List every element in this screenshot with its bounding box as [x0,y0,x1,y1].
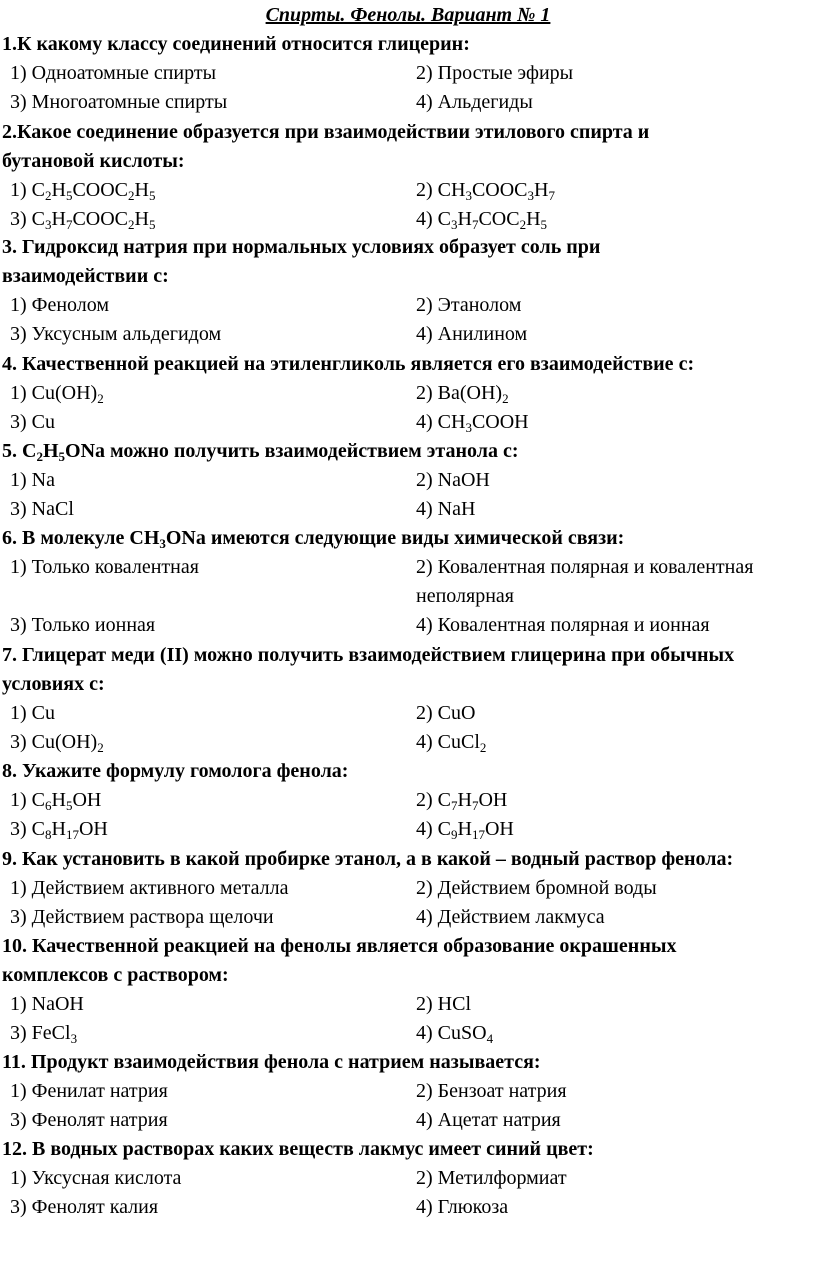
answer-option [10,728,104,757]
question-6-text [2,524,814,553]
answer-option [416,903,605,932]
text-run: 1) Уксусная кислота [10,1167,182,1189]
subscript: 3 [527,188,535,203]
answer-option [416,874,657,903]
text-run: 1) Фенолом [10,294,110,316]
question-4-text [2,350,814,379]
text-run: 1.К какому классу соединений относится глицерин: [2,33,470,55]
question-12-text [2,1135,814,1164]
answer-option [416,320,527,349]
text-run: 2) Ba(OH) [416,382,503,404]
answer-option [10,874,288,903]
text-run: 6. В молекуле CH [2,527,160,549]
text-run: 3) Cu [10,411,55,433]
subscript: 3 [45,217,52,232]
text-run: H [51,789,66,811]
answer-option [10,466,55,495]
text-run: 12. В водных растворах каких веществ лакмус имеет синий цвет: [2,1138,594,1160]
answer-option [416,990,471,1019]
text-run: 2.Какое соединение образуется при взаимодействии этилового спирта и [2,121,650,143]
text-run: комплексов с раствором: [2,964,229,986]
subscript: 7 [451,798,458,813]
subscript: 9 [451,827,458,842]
answer-option [416,466,490,495]
subscript: 2 [128,217,135,232]
subscript: 2 [97,391,104,406]
answer-option [416,379,509,408]
subscript: 2 [45,188,52,203]
text-run: 4. Качественной реакцией на этиленгликоль является его взаимодействие с: [2,353,695,375]
text-run: 1) Cu(OH) [10,382,98,404]
subscript: 3 [465,420,472,435]
text-run: взаимодействии с: [2,265,169,287]
question-11-text [2,1048,814,1077]
answer-option [416,1077,567,1106]
subscript: 7 [65,217,73,232]
text-run: H [51,208,66,230]
question-3-text [2,233,814,262]
subscript: 6 [45,798,52,813]
text-run: 7. Глицерат меди (II) можно получить взаимодействием глицерина при обычных [2,644,735,666]
text-run: H [51,179,66,201]
answer-option [416,408,529,437]
answer-option [10,88,227,117]
subscript: 2 [97,740,104,755]
text-run: OH [478,789,508,811]
text-run: бутановой кислоты: [2,150,185,172]
answer-option [10,291,109,320]
answer-option [10,1164,181,1193]
subscript: 2 [502,391,509,406]
answer-option [10,379,104,408]
answer-option [416,582,514,611]
subscript: 3 [451,217,458,232]
text-run: 3) Фенолят калия [10,1196,159,1218]
text-run: 4) CuCl [416,731,480,753]
answer-option [10,495,74,524]
answer-option [10,1077,168,1106]
answer-option [416,291,521,320]
text-run: 3) C [10,208,45,230]
answer-option [416,728,486,757]
text-run: H [42,440,59,462]
answer-option [10,59,216,88]
subscript: 7 [471,798,479,813]
subscript: 3 [159,536,166,551]
subscript: 7 [548,188,555,203]
text-run: 3) C [10,818,45,840]
text-run: 4) CuSO [416,1022,487,1044]
text-run: 8. Укажите формулу гомолога фенола: [2,760,349,782]
text-run: 2) Простые эфиры [416,62,574,84]
text-run: 3. Гидроксид натрия при нормальных условиях образует соль при [2,236,601,258]
subscript: 2 [36,449,43,464]
text-run: H [534,179,549,201]
text-run: 10. Качественной реакцией на фенолы является образование окрашенных [2,935,677,957]
subscript: 2 [128,188,135,203]
subscript: 5 [58,449,66,464]
answer-option [10,903,274,932]
question-10-text [2,961,814,990]
text-run: условиях с: [2,673,105,695]
question-7-text [2,670,814,699]
text-run: неполярная [416,585,514,607]
text-run: COOC [72,179,129,201]
text-run: 4) Анилином [416,323,528,345]
text-run: 1) Одноатомные спирты [10,62,217,84]
answer-option [416,59,573,88]
text-run: 2) HCl [416,993,471,1015]
answer-option [416,815,514,844]
subscript: 5 [65,188,73,203]
answer-option [10,1019,77,1048]
text-run: 2) NaOH [416,469,490,491]
subscript: 5 [148,217,156,232]
question-2-text [2,118,814,147]
question-9-text [2,845,814,874]
text-run: H [457,208,472,230]
text-run: 4) Ковалентная полярная и ионная [416,614,710,636]
text-run: 4) CH [416,411,466,433]
answer-option [416,1164,567,1193]
text-run: OH [78,818,108,840]
subscript: 8 [45,827,52,842]
subscript: 2 [479,740,487,755]
text-run: 1) Фенилат натрия [10,1080,168,1102]
text-run: 2) Действием бромной воды [416,877,657,899]
answer-option [416,495,475,524]
answer-option [416,553,753,582]
text-run: COOC [471,179,528,201]
answer-option [416,176,555,205]
question-1-text [2,30,814,59]
answer-option [416,699,475,728]
text-run: 4) C [416,818,451,840]
question-5-text [2,437,814,466]
text-run: 2) CH [416,179,466,201]
text-run: 2) Этанолом [416,294,522,316]
answer-option [10,1193,158,1222]
subscript: 2 [519,217,527,232]
text-run: COOC [72,208,129,230]
subscript: 17 [65,827,79,842]
text-run: 1) C [10,789,45,811]
page-title: Спирты. Фенолы. Вариант № 1 [265,4,551,26]
text-run: OH [484,818,514,840]
text-run: 9. Как установить в какой пробирке этанол, а в какой – водный раствор фенола: [2,848,734,870]
answer-option [10,408,55,437]
answer-option [416,1106,561,1135]
text-run: 1) Cu [10,702,55,724]
answer-option [10,553,199,582]
answer-option [10,1106,168,1135]
text-run: COC [478,208,520,230]
text-run: 1) C [10,179,45,201]
text-run: H [457,789,472,811]
answer-option [416,786,507,815]
text-run: H [134,179,149,201]
text-run: 2) Ковалентная полярная и ковалентная [416,556,754,578]
text-run: 1) Действием активного металла [10,877,289,899]
text-run: 2) Метилформиат [416,1167,567,1189]
text-run: COOH [471,411,529,433]
text-run: 3) Cu(OH) [10,731,98,753]
text-run: 4) Альдегиды [416,91,533,113]
text-run: 4) C [416,208,451,230]
answer-option [10,786,101,815]
text-run: H [526,208,541,230]
answer-option [416,1193,508,1222]
question-8-text [2,757,814,786]
text-run: 3) Только ионная [10,614,156,636]
text-run: 4) Ацетат натрия [416,1109,561,1131]
text-run: 4) Глюкоза [416,1196,509,1218]
answer-option [10,990,84,1019]
subscript: 5 [65,798,73,813]
text-run: ONa имеются следующие виды химической связи: [165,527,625,549]
question-10-text [2,932,814,961]
answer-option [10,205,155,234]
subscript: 4 [486,1031,494,1046]
answer-option [416,611,710,640]
text-run: 2) CuO [416,702,476,724]
text-run: 5. C [2,440,37,462]
text-run: 3) Фенолят натрия [10,1109,168,1131]
text-run: 4) NaH [416,498,476,520]
subscript: 3 [70,1031,78,1046]
answer-option [10,320,221,349]
text-run: 4) Действием лакмуса [416,906,605,928]
text-run: 2) C [416,789,451,811]
answer-option [10,176,155,205]
answer-option [416,205,547,234]
text-run: 3) NaCl [10,498,74,520]
text-run: 3) Действием раствора щелочи [10,906,274,928]
text-run: 2) Бензоат натрия [416,1080,567,1102]
text-run: 1) NaOH [10,993,84,1015]
question-7-text [2,641,814,670]
text-run: 3) Уксусным альдегидом [10,323,222,345]
subscript: 5 [148,188,156,203]
answer-option [10,815,108,844]
text-run: H [134,208,149,230]
answer-option [10,611,155,640]
answer-option [10,699,55,728]
text-run: OH [72,789,102,811]
subscript: 5 [540,217,548,232]
subscript: 17 [471,827,485,842]
text-run: H [457,818,472,840]
text-run: 3) Многоатомные спирты [10,91,228,113]
text-run: 1) Только ковалентная [10,556,199,578]
question-3-text [2,262,814,291]
question-2-text [2,147,814,176]
text-run: 11. Продукт взаимодействия фенола с натрием называется: [2,1051,541,1073]
text-run: ONa можно получить взаимодействием этанола с: [65,440,519,462]
subscript: 3 [465,188,472,203]
text-run: 1) Na [10,469,55,491]
text-run: 3) FeCl [10,1022,71,1044]
answer-option [416,1019,493,1048]
answer-option [416,88,533,117]
subscript: 7 [471,217,479,232]
text-run: H [51,818,66,840]
